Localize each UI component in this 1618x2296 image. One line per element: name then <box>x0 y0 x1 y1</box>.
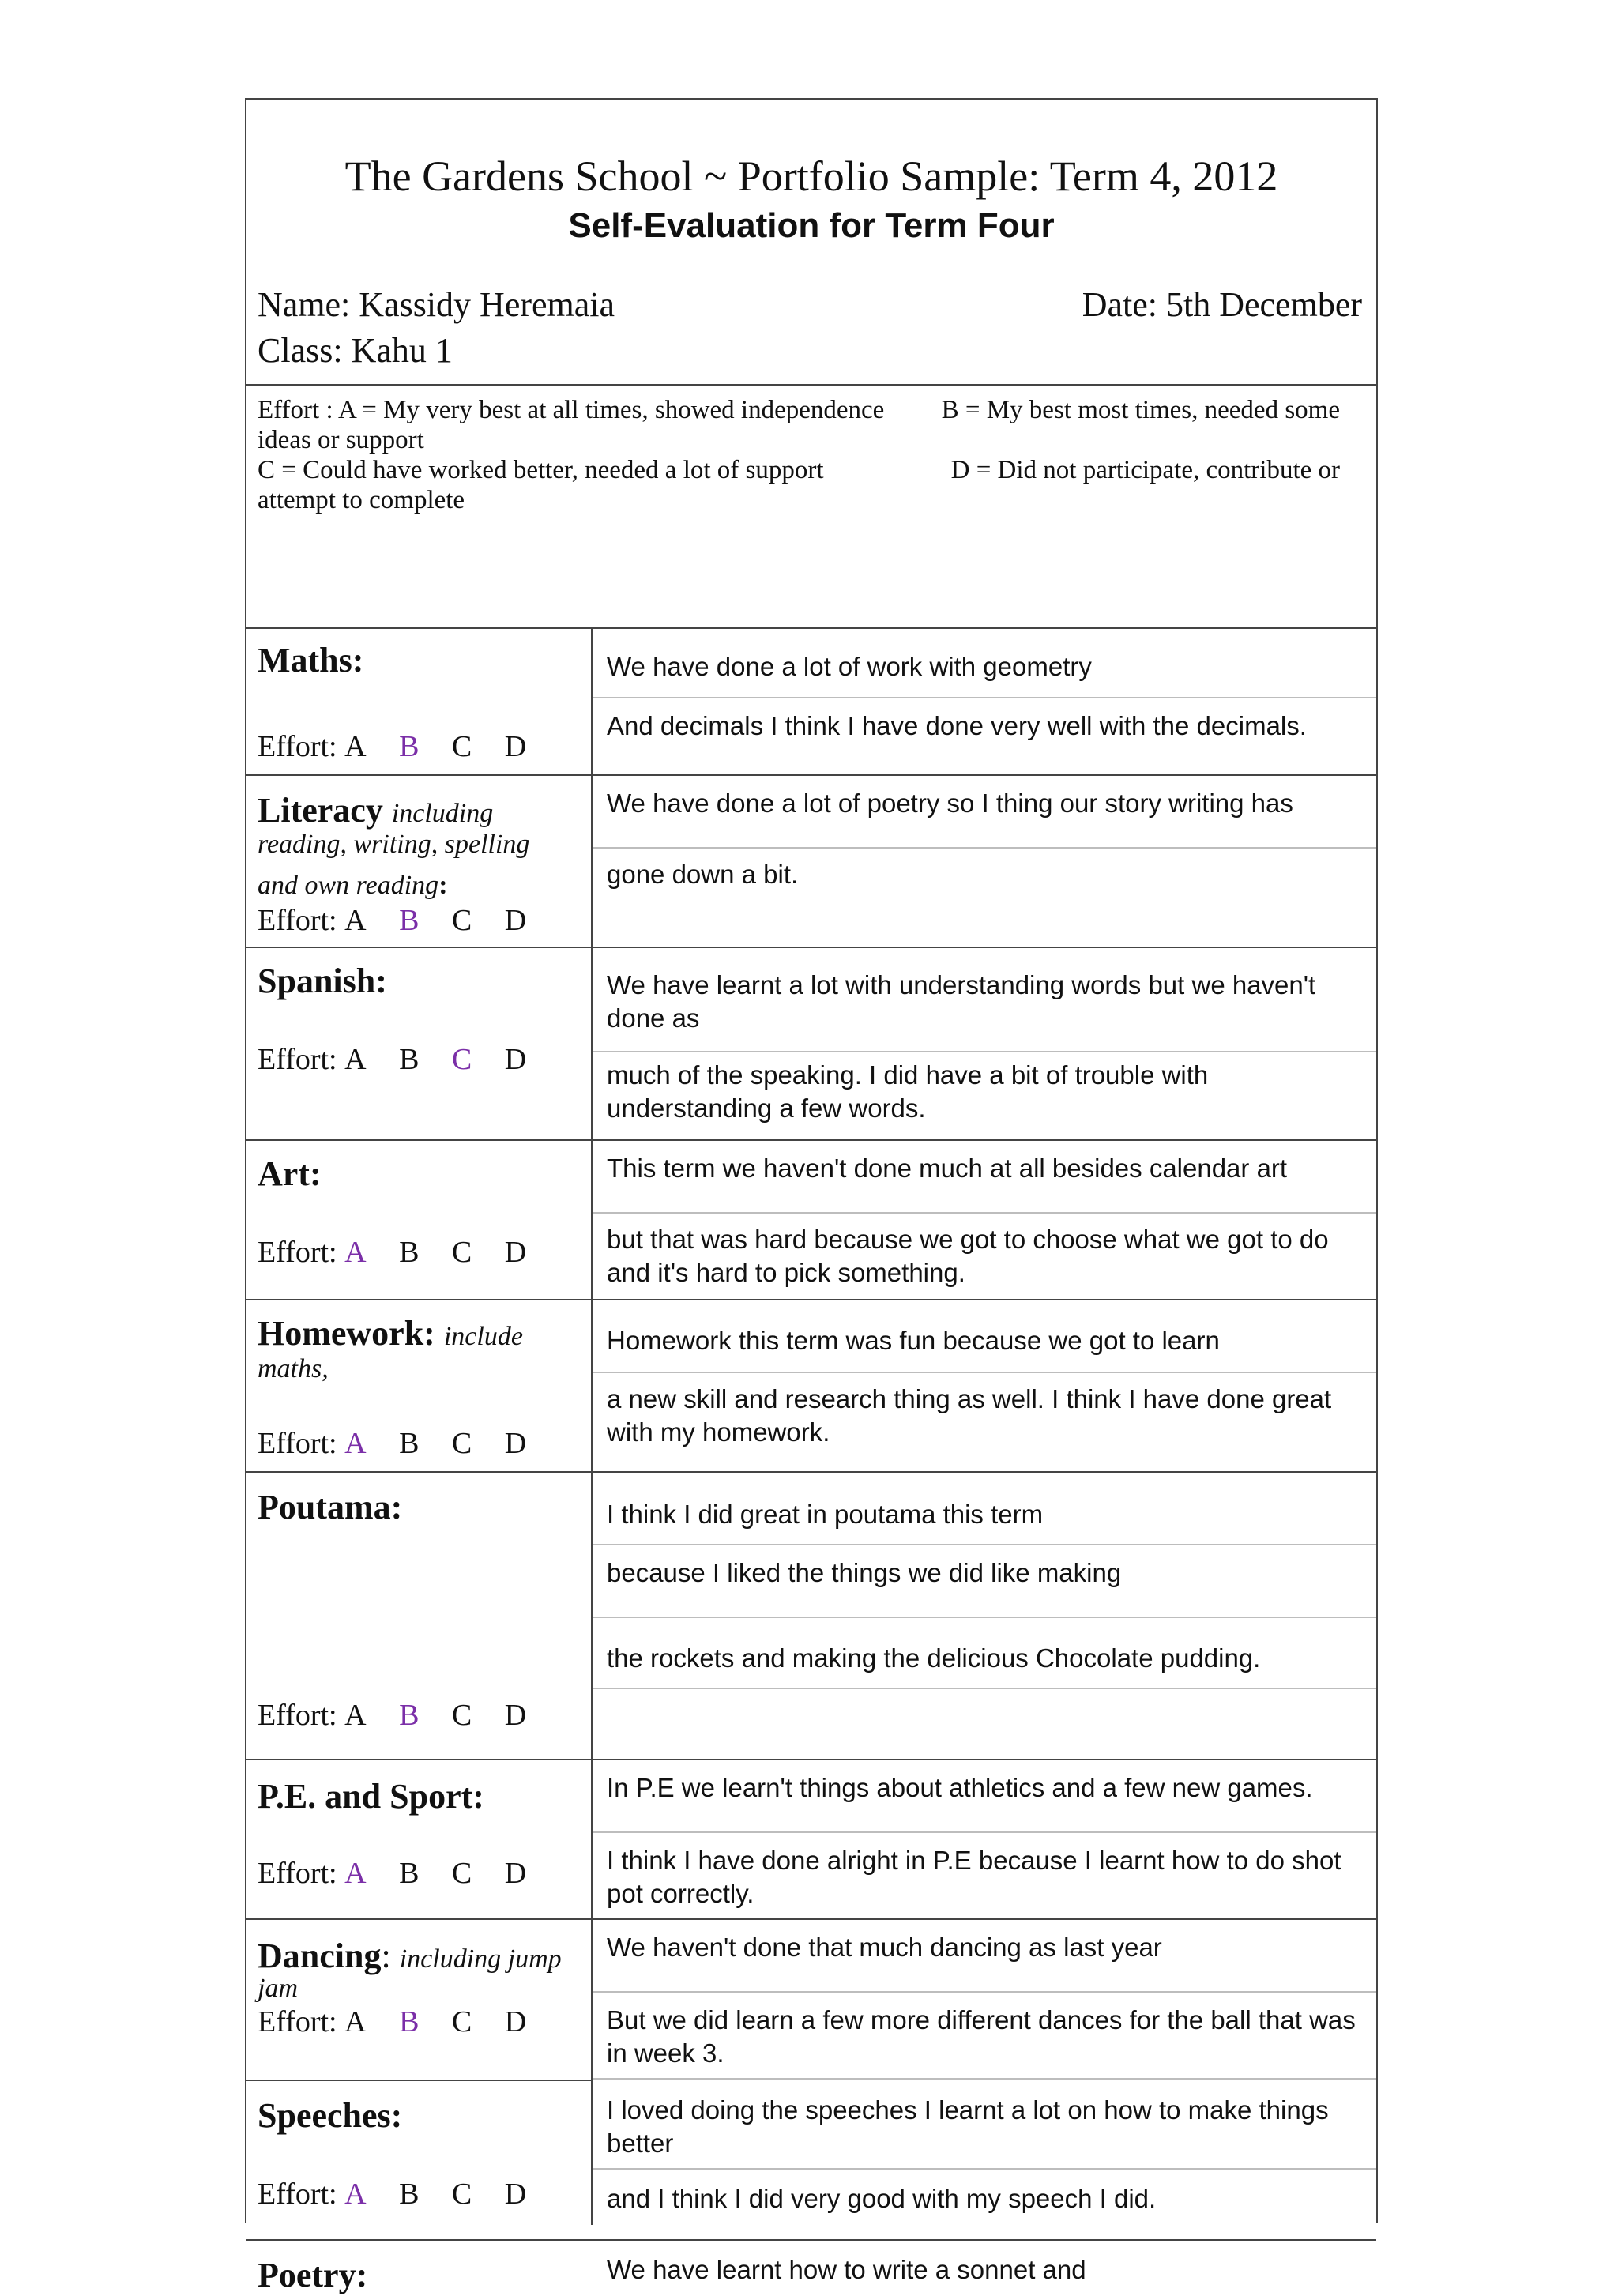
poutama-comment-2: because I liked the things we did like making <box>607 1558 1122 1587</box>
section-border <box>246 1759 1376 1760</box>
subject-poutama: Poutama: <box>258 1488 403 1526</box>
section-border <box>246 947 1376 948</box>
grade-a: A <box>344 1043 367 1076</box>
maths-comment-2: And decimals I think I have done very well with the decimals. <box>607 711 1307 740</box>
grade-a: A <box>344 2005 367 2038</box>
dancing-comment-1: We haven't done that much dancing as last year <box>607 1933 1162 1962</box>
grade-d: D <box>504 1699 527 1732</box>
grade-a: A <box>344 1699 367 1732</box>
effort-label: Effort: <box>258 1043 337 1076</box>
grade-c: C <box>451 1427 472 1460</box>
grade-b-selected: B <box>399 1699 420 1732</box>
comment-row-border <box>593 1051 1376 1052</box>
effort-label: Effort: <box>258 2177 337 2211</box>
grade-b: B <box>399 1857 420 1890</box>
section-border <box>246 774 1376 776</box>
spanish-comment-2: much of the speaking. I did have a bit of trouble with understanding a few words. <box>607 1060 1209 1123</box>
comment-row-border <box>593 697 1376 698</box>
grade-a: A <box>344 730 367 763</box>
comment-row-border <box>593 1372 1376 1373</box>
grade-a-selected: A <box>344 1857 367 1890</box>
speeches-comment-2: and I think I did very good with my speech I did. <box>607 2184 1157 2213</box>
student-class: Class: Kahu 1 <box>258 331 453 370</box>
subject-maths: Maths: <box>258 641 364 679</box>
effort-speeches <box>258 2176 526 2212</box>
comment-row-border <box>593 2078 1376 2080</box>
subject-spanish: Spanish: <box>258 962 387 1000</box>
subject-homework <box>258 1313 523 1357</box>
dancing-comment-2: But we did learn a few more different dances for the ball that was in week 3. <box>607 2005 1356 2068</box>
grade-c: C <box>451 730 472 763</box>
grade-d: D <box>504 904 527 937</box>
comment-row-border <box>593 1991 1376 1993</box>
section-border <box>246 1471 1376 1473</box>
homework-comment-2: a new skill and research thing as well. I think I have done great with my homework. <box>607 1384 1332 1447</box>
grade-a-selected: A <box>344 1427 367 1460</box>
literacy-note-line2: reading, writing, spelling <box>258 830 530 859</box>
grade-b: B <box>399 1236 420 1269</box>
comment-row-border <box>593 1617 1376 1618</box>
grade-c: C <box>451 904 472 937</box>
subject-homework-label: Homework: <box>258 1314 435 1353</box>
subject-literacy-note: including <box>391 799 494 828</box>
grade-b-selected: B <box>399 904 420 937</box>
effort-label: Effort: <box>258 904 337 937</box>
effort-homework <box>258 1425 526 1462</box>
effort-maths <box>258 728 526 765</box>
effort-label: Effort: <box>258 1236 337 1269</box>
literacy-note-line3-text: and own reading <box>258 871 439 900</box>
evaluation-form <box>245 98 1378 2294</box>
effort-label: Effort: <box>258 730 337 763</box>
key-line1-left: Effort : A = My very best at all times, showed independence <box>258 396 885 424</box>
grade-d: D <box>504 1236 527 1269</box>
grade-a-selected: A <box>344 1236 367 1269</box>
subject-dancing-colon: : <box>381 1937 391 1975</box>
grade-c: C <box>451 1699 472 1732</box>
effort-label: Effort: <box>258 2005 337 2038</box>
key-line3-left: C = Could have worked better, needed a lot of support <box>258 456 824 484</box>
section-border <box>246 1918 1376 1920</box>
literacy-comment-2: gone down a bit. <box>607 860 799 889</box>
key-line2: ideas or support <box>258 426 424 454</box>
comment-row-border <box>593 847 1376 849</box>
key-line1-right: B = My best most times, needed some <box>941 396 1340 424</box>
comment-row-border <box>593 1212 1376 1214</box>
effort-pe-sport <box>258 1855 526 1891</box>
effort-dancing <box>258 2004 526 2040</box>
grade-c-selected: C <box>451 1043 472 1076</box>
effort-label: Effort: <box>258 1857 337 1890</box>
grade-d: D <box>504 1427 527 1460</box>
subject-pe-sport: P.E. and Sport: <box>258 1777 484 1816</box>
maths-comment-1: We have done a lot of work with geometry <box>607 652 1092 681</box>
grade-b-selected: B <box>399 2005 420 2038</box>
section-border <box>246 1299 1376 1300</box>
literacy-comment-1: We have done a lot of poetry so I thing our story writing has <box>607 789 1293 818</box>
poutama-comment-1: I think I did great in poutama this term <box>607 1500 1044 1529</box>
literacy-note-line3 <box>258 869 448 902</box>
art-comment-1: This term we haven't done much at all besides calendar art <box>607 1154 1288 1183</box>
grade-d: D <box>504 2005 527 2038</box>
grade-d: D <box>504 1857 527 1890</box>
page-title: The Gardens School ~ Portfolio Sample: Term 4, 2012 <box>344 152 1278 200</box>
art-comment-2: but that was hard because we got to choose what we got to do and it's hard to pick something. <box>607 1225 1329 1287</box>
grade-a: A <box>344 904 367 937</box>
subject-speeches: Speeches: <box>258 2096 403 2135</box>
comment-row-border <box>593 1831 1376 1833</box>
grade-d: D <box>504 1043 527 1076</box>
poetry-comment-1: We have learnt how to write a sonnet and <box>607 2255 1086 2284</box>
homework-note-line2: maths, <box>258 1354 329 1383</box>
effort-literacy <box>258 902 526 939</box>
subject-poetry: Poetry: <box>258 2256 368 2294</box>
grade-d: D <box>504 730 527 763</box>
effort-key <box>246 384 1376 629</box>
literacy-note-colon: : <box>438 871 448 900</box>
grade-c: C <box>451 1857 472 1890</box>
subject-dancing-label: Dancing <box>258 1937 382 1975</box>
pe-comment-1: In P.E we learn't things about athletics and a few new games. <box>607 1773 1313 1802</box>
subject-literacy-label: Literacy <box>258 791 383 830</box>
grade-c: C <box>451 2005 472 2038</box>
subject-art: Art: <box>258 1154 322 1193</box>
grade-c: C <box>451 2177 472 2211</box>
subject-dancing-note: including jump <box>399 1944 562 1974</box>
effort-label: Effort: <box>258 1427 337 1460</box>
grade-c: C <box>451 1236 472 1269</box>
effort-poutama <box>258 1697 526 1733</box>
speeches-comment-1: I loved doing the speeches I learnt a lot on how to make things better <box>607 2095 1329 2158</box>
student-name: Name: Kassidy Heremaia <box>258 285 615 324</box>
dancing-note-line2: jam <box>258 1974 298 2003</box>
grade-a-selected: A <box>344 2177 367 2211</box>
key-line4: attempt to complete <box>258 486 465 514</box>
comment-row-border <box>593 1544 1376 1545</box>
effort-label: Effort: <box>258 1699 337 1732</box>
subject-dancing <box>258 1936 562 1980</box>
effort-art <box>258 1234 526 1270</box>
form-header <box>246 100 1376 386</box>
homework-comment-1: Homework this term was fun because we got to learn <box>607 1326 1220 1355</box>
effort-spanish <box>258 1041 526 1078</box>
poutama-comment-3: the rockets and making the delicious Chocolate pudding. <box>607 1643 1261 1673</box>
key-line3-right: D = Did not participate, contribute or <box>950 456 1340 484</box>
grade-b: B <box>399 2177 420 2211</box>
grade-b: B <box>399 1427 420 1460</box>
column-divider <box>591 627 593 2225</box>
grade-d: D <box>504 2177 527 2211</box>
section-border <box>246 1139 1376 1141</box>
grade-b: B <box>399 1043 420 1076</box>
subject-homework-note: include <box>443 1322 523 1351</box>
section-border <box>246 2080 591 2081</box>
grade-b-selected: B <box>399 730 420 763</box>
page-subtitle: Self-Evaluation for Term Four <box>568 206 1055 245</box>
section-border <box>246 2239 1376 2241</box>
comment-row-border <box>593 2168 1376 2170</box>
spanish-comment-1: We have learnt a lot with understanding words but we haven't done as <box>607 970 1316 1033</box>
evaluation-date: Date: 5th December <box>1082 285 1362 324</box>
pe-comment-2: I think I have done alright in P.E because I learnt how to do shot pot correctly. <box>607 1846 1341 1908</box>
comment-row-border <box>593 1688 1376 1689</box>
